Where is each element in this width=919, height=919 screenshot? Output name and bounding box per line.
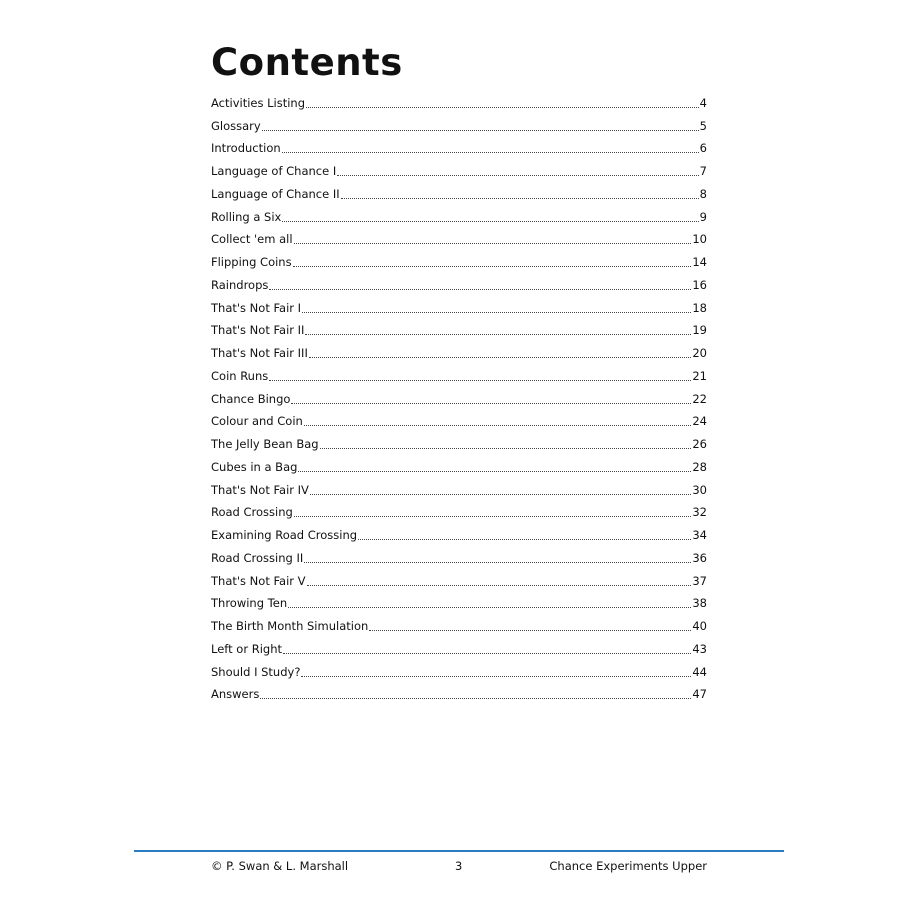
toc-entry-title: Answers [211,687,260,702]
toc-entry-title: Collect 'em all [211,232,293,247]
toc-page-number: 32 [692,505,707,520]
toc-entry[interactable] [211,338,707,361]
toc-page-number: 22 [692,391,707,406]
toc-page-number: 6 [699,141,707,156]
dot-leader [302,311,691,313]
toc-entry[interactable] [211,111,707,134]
toc-entry[interactable] [211,247,707,270]
dot-leader [341,197,699,199]
toc-entry[interactable] [211,634,707,657]
toc-entry[interactable] [211,680,707,703]
toc-entry[interactable] [211,225,707,248]
toc-entry[interactable] [211,134,707,157]
toc-entry[interactable] [211,520,707,543]
toc-page-number: 43 [692,641,707,656]
toc-entry[interactable] [211,316,707,339]
toc-page-number: 47 [692,687,707,702]
dot-leader [291,402,691,404]
dot-leader [298,470,691,472]
dot-leader [282,220,698,222]
dot-leader [262,129,699,131]
toc-entry[interactable] [211,611,707,634]
toc-page-number: 28 [692,459,707,474]
toc-entry[interactable] [211,384,707,407]
toc-entry[interactable] [211,429,707,452]
toc-page-number: 14 [692,255,707,269]
toc-entry-title: Road Crossing [211,505,293,520]
toc-page-number: 7 [699,164,707,178]
toc-entry[interactable] [211,589,707,612]
toc-entry[interactable] [211,498,707,521]
toc-page-number: 4 [699,95,707,110]
toc-page-number: 36 [692,550,707,565]
footer-page-number: 3 [455,859,463,873]
toc-page-number: 10 [692,232,707,247]
toc-entry[interactable] [211,156,707,179]
toc-entry-title: Should I Study? [211,664,301,679]
toc-entry-title: Throwing Ten [211,596,288,611]
toc-page-number: 20 [692,346,707,360]
toc-page-number: 26 [692,437,707,451]
dot-leader [294,242,692,244]
toc-entry[interactable] [211,179,707,202]
toc-entry-title: Rolling a Six [211,209,282,224]
toc-page-number: 30 [692,482,707,497]
dot-leader [293,265,692,267]
toc-entry[interactable] [211,88,707,111]
toc-page-number: 5 [699,118,707,133]
toc-entry[interactable] [211,202,707,225]
dot-leader [369,629,691,631]
toc-page-number: 21 [692,368,707,383]
toc-entry-title: Raindrops [211,277,269,292]
toc-entry[interactable] [211,475,707,498]
toc-entry-title: That's Not Fair IV [211,482,309,497]
toc-entry[interactable] [211,566,707,589]
dot-leader [269,288,691,290]
toc-entry-title: Activities Listing [211,95,306,110]
toc-page-number: 34 [692,528,707,542]
toc-page-number: 37 [692,573,707,588]
toc-entry-title: Language of Chance I [211,164,337,178]
toc-page-number: 24 [692,414,707,429]
dot-leader [283,652,691,654]
dot-leader [304,424,692,426]
toc-entry[interactable] [211,270,707,293]
toc-page-number: 16 [692,277,707,292]
toc-entry-title: Introduction [211,141,281,156]
toc-entry-title: That's Not Fair I [211,300,302,315]
dot-leader [306,106,699,108]
toc-entry-title: Coin Runs [211,368,269,383]
toc-page-number: 44 [692,664,707,679]
toc-entry-title: That's Not Fair III [211,346,308,360]
toc-page-number: 19 [692,323,707,338]
toc-entry[interactable] [211,293,707,316]
dot-leader [305,333,691,335]
toc-page-number: 38 [692,596,707,611]
toc-entry-title: That's Not Fair II [211,323,305,338]
toc-entry-title: Glossary [211,118,261,133]
footer-copyright: © P. Swan & L. Marshall [211,859,349,873]
page-title: Contents [211,41,403,84]
dot-leader [309,356,692,358]
toc-entry[interactable] [211,543,707,566]
dot-leader [310,493,691,495]
dot-leader [320,447,692,449]
toc-entry-title: Language of Chance II [211,186,340,201]
dot-leader [260,697,691,699]
dot-leader [307,584,692,586]
toc-entry-title: Flipping Coins [211,255,292,269]
toc-entry[interactable] [211,361,707,384]
toc-entry[interactable] [211,657,707,680]
dot-leader [304,561,691,563]
dot-leader [269,379,691,381]
dot-leader [337,174,698,176]
toc-entry-title: Road Crossing II [211,550,304,565]
toc-entry-title: The Birth Month Simulation [211,619,369,633]
dot-leader [294,515,692,517]
table-of-contents [211,88,707,702]
toc-entry[interactable] [211,407,707,430]
toc-page-number: 18 [692,300,707,315]
dot-leader [358,538,691,540]
toc-entry-title: Cubes in a Bag [211,459,298,474]
dot-leader [282,151,699,153]
footer-book-title: Chance Experiments Upper [549,859,707,873]
dot-leader [301,675,691,677]
toc-page-number: 40 [692,619,707,633]
toc-entry-title: Left or Right [211,641,282,656]
toc-entry-title: Examining Road Crossing [211,528,358,542]
toc-entry-title: The Jelly Bean Bag [211,437,319,451]
toc-page-number: 9 [699,209,707,224]
toc-entry[interactable] [211,452,707,475]
footer-divider [134,850,784,852]
toc-page-number: 8 [699,186,707,201]
dot-leader [288,606,691,608]
toc-entry-title: Colour and Coin [211,414,303,429]
toc-entry-title: Chance Bingo [211,391,291,406]
toc-entry-title: That's Not Fair V [211,573,306,588]
